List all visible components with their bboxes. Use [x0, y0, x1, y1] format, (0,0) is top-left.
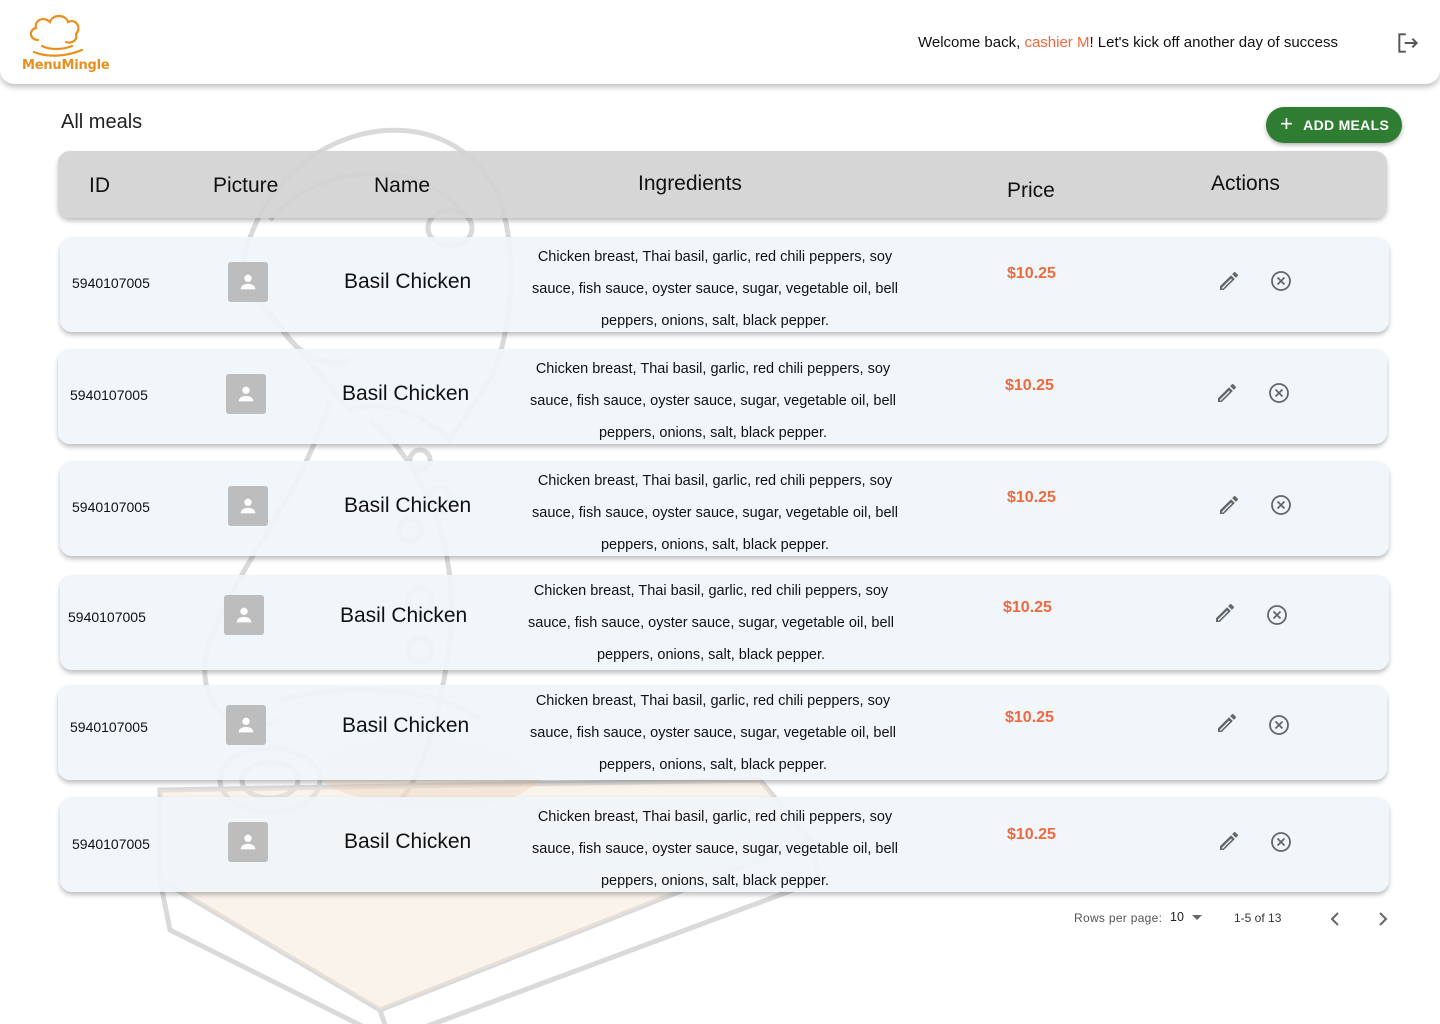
- add-meals-label: ADD MEALS: [1303, 117, 1390, 133]
- close-circle-icon[interactable]: [1269, 493, 1293, 517]
- welcome-message: [918, 34, 1338, 51]
- meal-price: $10.25: [1007, 489, 1056, 506]
- meal-name: Basil Chicken: [344, 830, 472, 853]
- table-row[interactable]: [58, 685, 1387, 780]
- meal-price: $10.25: [1007, 826, 1056, 843]
- meal-ingredients: Chicken breast, Thai basil, garlic, red chili peppers, soy sauce, fish sauce, oyster sauce, sugar, vegetable oil, bell peppers, onions, salt, black pepper.: [532, 473, 898, 553]
- meal-name: Basil Chicken: [344, 494, 472, 517]
- pencil-icon[interactable]: [1217, 829, 1241, 853]
- meal-picture: [224, 595, 264, 635]
- meal-picture: [226, 374, 266, 414]
- chevron-left-icon[interactable]: [1323, 907, 1347, 931]
- meal-picture: [228, 822, 268, 862]
- chevron-right-icon[interactable]: [1371, 907, 1395, 931]
- meal-id: 5940107005: [72, 836, 150, 852]
- person-placeholder-icon: [235, 714, 257, 736]
- meal-id: 5940107005: [68, 609, 146, 625]
- user-name: cashier M: [1024, 34, 1090, 51]
- welcome-suffix: ! Let's kick off another day of success: [1089, 34, 1339, 51]
- meal-id: 5940107005: [70, 719, 148, 735]
- close-circle-icon[interactable]: [1267, 713, 1291, 737]
- person-placeholder-icon: [233, 604, 255, 626]
- pencil-icon[interactable]: [1217, 493, 1241, 517]
- person-placeholder-icon: [237, 495, 259, 517]
- column-header-ingredients: Ingredients: [638, 172, 742, 195]
- meal-ingredients: Chicken breast, Thai basil, garlic, red chili peppers, soy sauce, fish sauce, oyster sauce, sugar, vegetable oil, bell peppers, onions, salt, black pepper.: [530, 361, 896, 441]
- meal-id: 5940107005: [72, 499, 150, 515]
- rows-per-page-select[interactable]: [1170, 910, 1202, 924]
- close-circle-icon[interactable]: [1265, 603, 1289, 627]
- table-row[interactable]: [58, 349, 1387, 444]
- meal-ingredients: Chicken breast, Thai basil, garlic, red chili peppers, soy sauce, fish sauce, oyster sauce, sugar, vegetable oil, bell peppers, onions, salt, black pepper.: [532, 249, 898, 329]
- meal-name: Basil Chicken: [342, 382, 470, 405]
- top-header: [0, 0, 1440, 84]
- table-row[interactable]: [60, 461, 1389, 556]
- meal-picture: [228, 262, 268, 302]
- meal-ingredients: Chicken breast, Thai basil, garlic, red chili peppers, soy sauce, fish sauce, oyster sauce, sugar, vegetable oil, bell peppers, onions, salt, black pepper.: [528, 583, 894, 663]
- close-circle-icon[interactable]: [1269, 269, 1293, 293]
- meal-name: Basil Chicken: [342, 714, 470, 737]
- person-placeholder-icon: [237, 271, 259, 293]
- meal-id: 5940107005: [70, 387, 148, 403]
- column-header-price: Price: [1007, 179, 1055, 202]
- close-circle-icon[interactable]: [1267, 381, 1291, 405]
- meal-price: $10.25: [1007, 265, 1056, 282]
- person-placeholder-icon: [235, 383, 257, 405]
- page-title: All meals: [61, 111, 143, 133]
- column-header-id: ID: [89, 174, 110, 197]
- pencil-icon[interactable]: [1213, 601, 1237, 625]
- caret-down-icon: [1192, 915, 1202, 920]
- column-header-picture: Picture: [213, 174, 279, 197]
- meal-id: 5940107005: [72, 275, 150, 291]
- plus-icon: +: [1280, 111, 1294, 136]
- meal-price: $10.25: [1005, 709, 1054, 726]
- table-row[interactable]: [60, 237, 1389, 332]
- meal-ingredients: Chicken breast, Thai basil, garlic, red chili peppers, soy sauce, fish sauce, oyster sauce, sugar, vegetable oil, bell peppers, onions, salt, black pepper.: [532, 809, 898, 889]
- column-header-name: Name: [374, 174, 431, 197]
- column-header-actions: Actions: [1211, 172, 1280, 195]
- meal-ingredients: Chicken breast, Thai basil, garlic, red chili peppers, soy sauce, fish sauce, oyster sauce, sugar, vegetable oil, bell peppers, onions, salt, black pepper.: [530, 693, 896, 773]
- table-header: [58, 151, 1387, 218]
- meal-price: $10.25: [1005, 377, 1054, 394]
- pencil-icon[interactable]: [1215, 711, 1239, 735]
- meal-picture: [228, 486, 268, 526]
- logout-icon[interactable]: [1395, 30, 1421, 56]
- table-row[interactable]: [60, 797, 1389, 892]
- pagination-range: 1-5 of 13: [1234, 911, 1282, 925]
- pencil-icon[interactable]: [1215, 381, 1239, 405]
- meal-price: $10.25: [1003, 599, 1052, 616]
- table-pagination: [0, 904, 1440, 934]
- menumingle-logo[interactable]: [20, 12, 110, 76]
- meal-picture: [226, 705, 266, 745]
- table-row[interactable]: [60, 575, 1389, 670]
- rows-per-page-value: 10: [1170, 910, 1184, 924]
- chef-hat-logo-icon: [20, 12, 104, 62]
- pencil-icon[interactable]: [1217, 269, 1241, 293]
- rows-per-page-label: Rows per page:: [1074, 911, 1163, 925]
- welcome-prefix: Welcome back,: [918, 34, 1025, 51]
- add-meals-button[interactable]: [1266, 107, 1402, 143]
- close-circle-icon[interactable]: [1269, 830, 1293, 854]
- person-placeholder-icon: [237, 831, 259, 853]
- meal-name: Basil Chicken: [340, 604, 468, 627]
- meal-name: Basil Chicken: [344, 270, 472, 293]
- logo-text: MenuMingle: [22, 58, 110, 73]
